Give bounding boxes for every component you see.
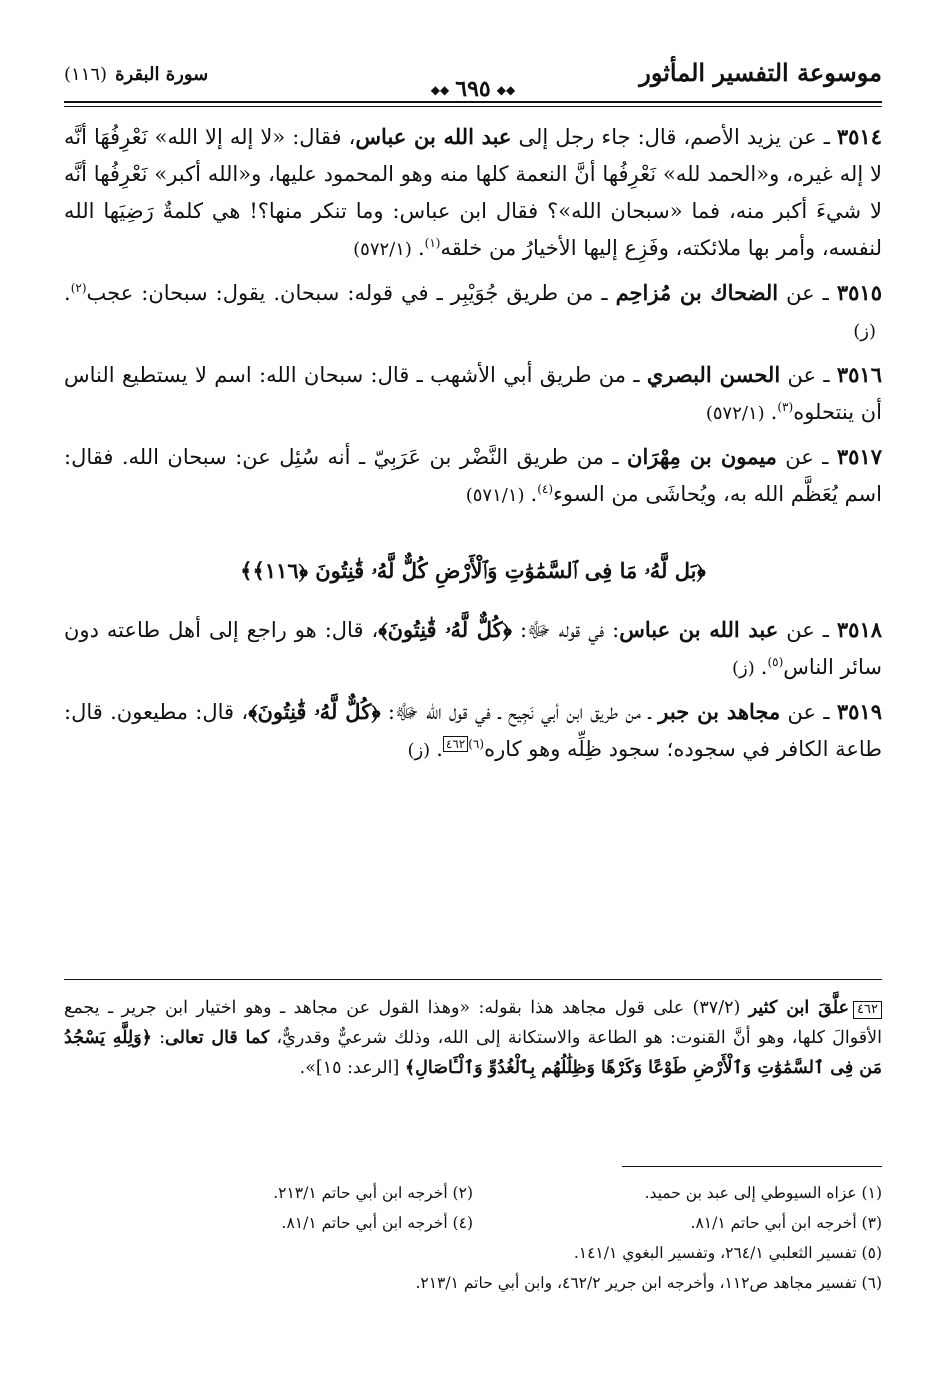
surah-reference (64, 64, 208, 85)
narration-text: ـ عن (778, 281, 837, 305)
narration-text: ـ عن (778, 618, 837, 642)
header-rule-thin (64, 106, 882, 107)
quran-verse: ﴿بَل لَّهُۥ مَا فِى ٱلسَّمَٰوَٰتِ وَٱلْأَرْضِ كُلٌّ لَّهُۥ قَٰنِتُونَ ﴿١١٦﴾﴾ (240, 558, 706, 583)
narrator-name: ميمون بن مِهْرَان (627, 444, 777, 469)
footnote-marker[interactable]: (٤) (537, 482, 554, 496)
source-reference: (ز) (853, 321, 876, 342)
narrator-name: عبد الله بن عباس (355, 124, 512, 149)
footnote-row (64, 1178, 882, 1208)
commentary-box-number: ٤٦٢ (853, 1001, 882, 1019)
ornament-icon: ◆◆ (496, 83, 516, 97)
commentary-rule (64, 979, 882, 980)
narration-entry (64, 438, 882, 514)
narration-number: ٣٥١٦ (836, 362, 882, 387)
narration-entry (64, 274, 882, 350)
commentary-lead: علَّقَ ابن كثير (748, 998, 850, 1018)
footnotes (64, 1178, 882, 1298)
page-number: ٦٩٥ (455, 76, 491, 102)
surah-name: سورة البقرة (115, 64, 209, 85)
footnotes-rule (622, 1166, 882, 1167)
footnote: (٥) تفسير الثعلبي ٢٦٤/١، وتفسير البغوي ١٤١/١. (573, 1244, 882, 1262)
header-rule (64, 101, 882, 103)
sentence-end: . (760, 655, 768, 679)
footnote: (٦) تفسير مجاهد ص١١٢، وأخرجه ابن جرير ٤٦٢/٢، وابن أبي حاتم ٢١٣/١. (415, 1274, 882, 1292)
footnote-row (64, 1268, 882, 1298)
footnote-marker[interactable]: (٥) (767, 655, 784, 669)
ornament-icon: ◆◆ (430, 83, 450, 97)
sentence-end: . (530, 482, 538, 506)
narrations-group-2 (64, 611, 882, 769)
narration-text: ـ من طريق النَّضْر بن عَرَبِيّ ـ أنه سُئِل عن: سبحان الله. فقال: اسم يُعَظَّم الله به، ويُحاشَى من السوء (64, 445, 882, 506)
narration-text: ـ من طريق أبي الأشهب ـ قال: سبحان الله: اسم لا يستطيع الناس أن ينتحلوه (64, 363, 882, 424)
narrator-name: الضحاك بن مُزاحِم (615, 280, 779, 305)
footnote-marker[interactable]: (١) (424, 236, 441, 250)
narration-number: ٣٥١٧ (836, 444, 882, 469)
main-text (64, 118, 882, 775)
narration-text: ـ عن يزيد الأصم، قال: جاء رجل إلى (511, 125, 837, 149)
narration-text: ـ من طريق ابن أبي نَجِيح ـ في قول الله ﷻ: (380, 700, 659, 724)
narration-number: ٣٥١٨ (836, 617, 883, 642)
narration-entry (64, 611, 882, 687)
narration-entry (64, 118, 882, 268)
commentary (64, 993, 882, 1083)
narrator-name: عبد الله بن عباس (619, 617, 779, 642)
book-title: موسوعة التفسير المأثور (639, 58, 882, 87)
commentary-text-2: : (151, 1028, 166, 1048)
narration-text: ، قال: هو راجع إلى أهل طاعته دون سائر الناس (64, 618, 882, 679)
narration-text: ـ عن (780, 363, 837, 387)
commentary-text-1: (٣٧/٢) على قول مجاهد هذا بقوله: «وهذا القول عن مجاهد ـ وهو اختيار ابن جرير ـ يجمع الأقوالَ كلها، وهو أنَّ القنوت: هو الطاعة والاستكانة إلى الله، وذلك شرعيٌّ وقدريٌّ، (64, 998, 882, 1048)
narration-text: ـ من طريق جُوَيْبِر ـ في قوله: سبحان. يقول: سبحان: عجب (86, 281, 616, 305)
source-reference: (٥٧٢/١) (353, 239, 412, 260)
page-header (64, 58, 882, 102)
narration-text: ، فقال: «لا إله إلا الله» نَعْرِفُهَا أنَّه لا إله غيره، و«الحمد لله» نَعْرِفُها أنَّ النعمة كلها منه وهو المحمود عليها، و«الله أكبر» نَعْرِفُها أنَّه لا شيءَ أكبر منه، فما «سبحان الله»؟ فقال ابن عباس: وما تنكر منها؟! هي كلمةٌ رَضِيَها الله لنفسه، وأمر بها ملائكته، وفَزِع إليها الأخيارُ من خلقه (64, 125, 882, 260)
footnote-row (64, 1208, 882, 1238)
narration-text: ـ عن (780, 700, 837, 724)
page-number-wrap (425, 76, 521, 102)
sentence-end: . (64, 281, 71, 305)
footnote: (٢) أخرجه ابن أبي حاتم ٢١٣/١. (273, 1184, 473, 1202)
commentary-box-marker[interactable]: ٤٦٢ (443, 736, 468, 752)
narration-text: : في قوله ﷻ: (511, 618, 620, 642)
footnote-row (64, 1238, 882, 1268)
footnote-marker[interactable]: (٣) (777, 400, 794, 414)
source-reference: (ز) (407, 740, 431, 761)
narration-entry (64, 693, 882, 769)
narration-entry (64, 356, 882, 432)
narrator-name: ﴿كُلٌّ لَّهُۥ قَٰنِتُونَ﴾ (248, 699, 381, 724)
narration-number: ٣٥١٩ (836, 699, 882, 724)
narrations-group-1 (64, 118, 882, 514)
source-reference: (٥٧١/١) (465, 485, 525, 506)
narrator-name: ﴿كُلٌّ لَّهُۥ قَٰنِتُونَ﴾ (378, 617, 512, 642)
footnote: (١) عزاه السيوطي إلى عبد بن حميد. (644, 1184, 882, 1202)
commentary-quran: ﴿وَلِلَّهِ يَسْجُدُ مَن فِى ٱلسَّمَٰوَٰتِ وَٱلْأَرْضِ طَوْعًا وَكَرْهًا وَظِلَٰلُهُم بِٱلْغُدُوِّ وَٱلْـَٔاصَالِ﴾ (64, 1028, 882, 1078)
footnote-marker[interactable]: (٦) (468, 737, 485, 751)
footnote-marker[interactable]: (٢) (70, 281, 87, 295)
source-reference: (٥٧٢/١) (705, 403, 765, 424)
sentence-end: . (770, 400, 778, 424)
narration-number: ٣٥١٤ (836, 124, 882, 149)
source-reference: (ز) (732, 658, 755, 679)
narrator-name: الحسن البصري (646, 362, 781, 387)
verse-number: (١١٦) (64, 64, 108, 85)
narration-number: ٣٥١٥ (836, 280, 882, 305)
narration-text: ، قال: مطيعون. قال: طاعة الكافر في سجوده؛ سجود ظِلِّه وهو كاره (64, 700, 882, 761)
commentary-text-3: [الرعد: ١٥]». (299, 1058, 405, 1078)
sentence-end: . (436, 737, 443, 761)
commentary-bold-2: كما قال تعالى (165, 1028, 270, 1048)
footnote: (٤) أخرجه ابن أبي حاتم ٨١/١. (281, 1214, 473, 1232)
footnote: (٣) أخرجه ابن أبي حاتم ٨١/١. (690, 1214, 882, 1232)
narration-text: ـ عن (776, 445, 837, 469)
sentence-end: . (417, 236, 425, 260)
narrator-name: مجاهد بن جبر (658, 699, 781, 724)
